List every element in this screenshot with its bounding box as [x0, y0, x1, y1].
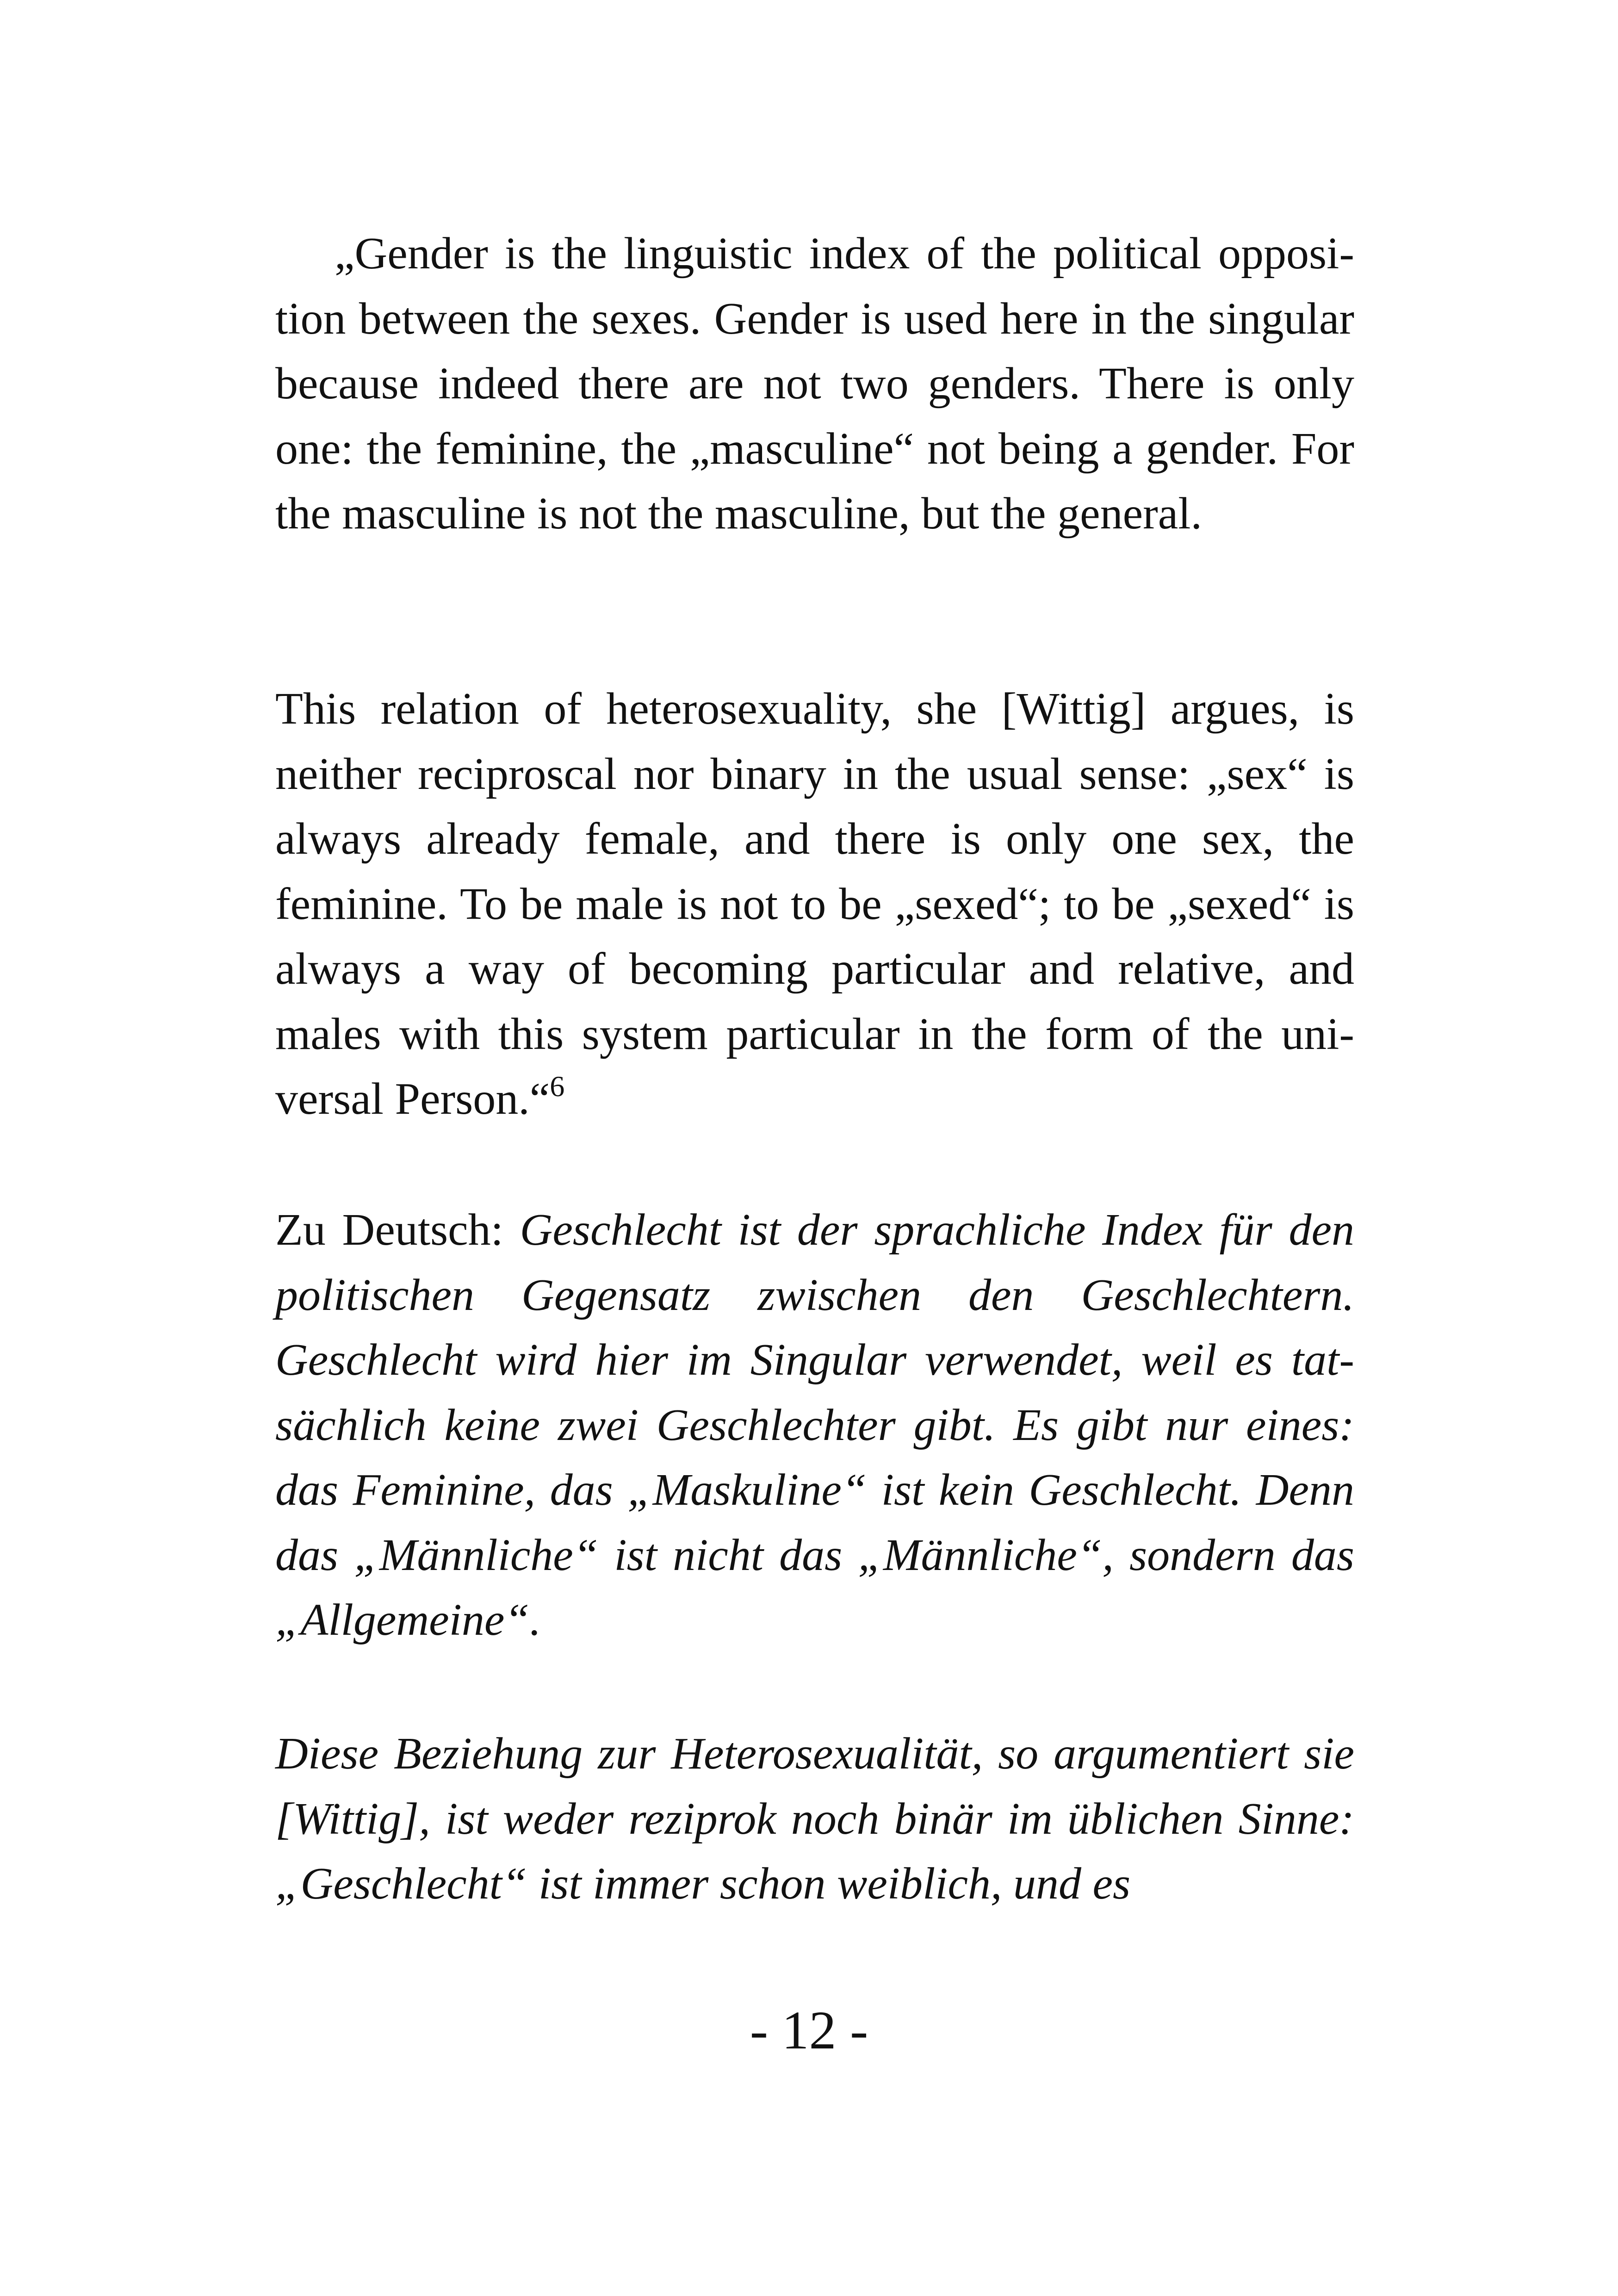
translation-paragraph-2-text: Diese Beziehung zur Heterosexualität, so argumentiert sie [Wittig], ist weder reziprok noch binär im üblichen Sinne: „Geschlecht“ ist immer schon weiblich, und es [275, 1729, 1354, 1909]
translation-intro: Zu Deutsch: [275, 1205, 520, 1255]
translation-paragraph-1-body [275, 1198, 1354, 1653]
translation-paragraph-2 [275, 1721, 1354, 1917]
translation-paragraph-1 [275, 1198, 1354, 1653]
quote-paragraph-2 [275, 676, 1354, 1132]
quote-paragraph-1-text: „Gender is the linguistic index of the political opposition between the sexes. Gender is used here in the singular because indeed there are not two genders. There is only one: the feminine, the „masculine“ not being a gender. For the masculine is not the masculine, but the general. [275, 229, 1354, 539]
quote-paragraph-2-text: This relation of heterosexuality, she [Wittig] argues, is neither reciproscal nor binary in the usual sense: „sex“ is always already female, and there is only one sex, the feminine. To be male is not to be „sexed“; to be „sexed“ is always a way of becoming particular and relative, and males with this system particular in the form of the universal Person.“ [275, 684, 1354, 1124]
quote-paragraph-1 [275, 221, 1354, 546]
footnote-reference[interactable]: 6 [550, 1070, 565, 1103]
translation-paragraph-1-text: Geschlecht ist der sprachliche Index für den politischen Gegensatz zwischen den Geschlechtern. Geschlecht wird hier im Singular verwendet, weil es tatsächlich keine zwei Geschlechter gibt. Es gibt nur eines: das Feminine, das „Maskuline“ ist kein Geschlecht. Denn das „Männliche“ ist nicht das „Männliche“, sondern das „Allgemeine“. [275, 1205, 1354, 1645]
page-number: - 12 - [750, 2000, 868, 2060]
quote-paragraph-2-body [275, 676, 1354, 1132]
